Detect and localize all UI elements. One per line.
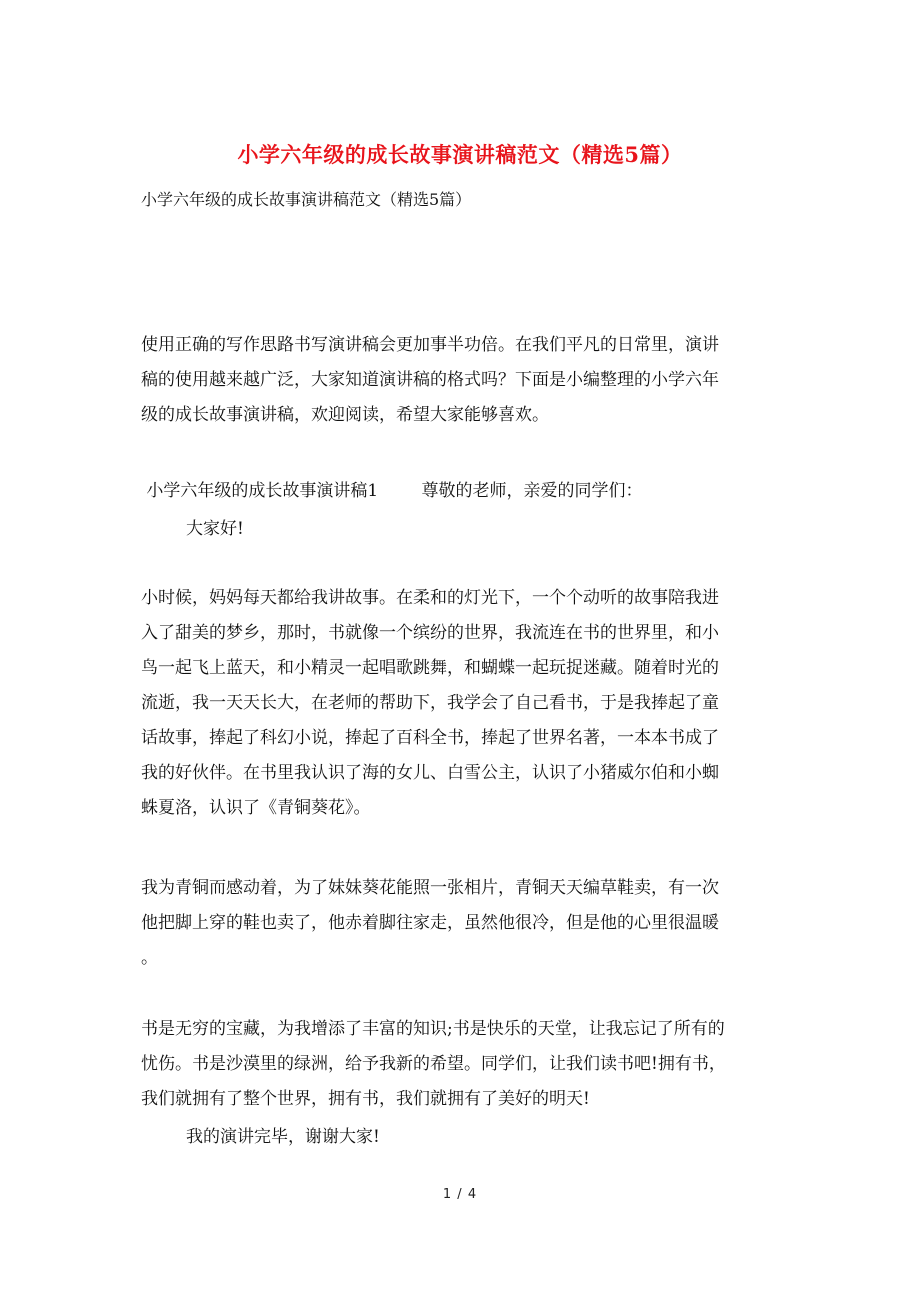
document-title: 小学六年级的成长故事演讲稿范文（精选5篇） <box>237 142 683 167</box>
closing-line: 我的演讲完毕，谢谢大家! <box>186 1127 380 1147</box>
story-line: 。 <box>141 948 158 968</box>
story-line: 鸟一起飞上蓝天，和小精灵一起唱歌跳舞，和蝴蝶一起玩捉迷藏。随着时光的 <box>141 658 719 678</box>
speech-heading-line: 小学六年级的成长故事演讲稿1 尊敬的老师，亲爱的同学们： <box>141 481 643 501</box>
greeting-line: 大家好! <box>186 519 244 539</box>
page-number: 1 / 4 <box>442 1187 478 1202</box>
intro-line: 级的成长故事演讲稿，欢迎阅读，希望大家能够喜欢。 <box>141 405 549 425</box>
story-line: 蛛夏洛，认识了《青铜葵花》。 <box>141 798 371 818</box>
story-line: 我的好伙伴。在书里我认识了海的女儿、白雪公主，认识了小猪威尔伯和小蜘 <box>141 763 719 783</box>
document-subtitle: 小学六年级的成长故事演讲稿范文（精选5篇） <box>141 190 472 209</box>
story-line: 流逝，我一天天长大，在老师的帮助下，我学会了自己看书，于是我捧起了童 <box>141 693 719 713</box>
story-line: 忧伤。书是沙漠里的绿洲，给予我新的希望。同学们，让我们读书吧!拥有书， <box>141 1054 726 1074</box>
story-line: 我为青铜而感动着，为了妹妹葵花能照一张相片，青铜天天编草鞋卖，有一次 <box>141 878 719 898</box>
story-line: 书是无穷的宝藏，为我增添了丰富的知识;书是快乐的天堂，让我忘记了所有的 <box>141 1019 725 1039</box>
story-paragraph-3 <box>141 1012 791 1117</box>
story-paragraph-1 <box>141 581 791 826</box>
greeting <box>186 512 836 547</box>
intro-line: 稿的使用越来越广泛，大家知道演讲稿的格式吗？下面是小编整理的小学六年 <box>141 370 719 390</box>
intro-line: 使用正确的写作思路书写演讲稿会更加事半功倍。在我们平凡的日常里，演讲 <box>141 335 719 355</box>
story-line: 话故事，捧起了科幻小说，捧起了百科全书，捧起了世界名著，一本本书成了 <box>141 728 719 748</box>
story-line: 入了甜美的梦乡，那时，书就像一个缤纷的世界，我流连在书的世界里，和小 <box>141 623 719 643</box>
story-paragraph-2 <box>141 871 791 976</box>
story-line: 他把脚上穿的鞋也卖了，他赤着脚往家走，虽然他很冷，但是他的心里很温暖 <box>141 913 719 933</box>
intro-paragraph <box>141 328 791 433</box>
story-line: 我们就拥有了整个世界，拥有书，我们就拥有了美好的明天! <box>141 1089 590 1109</box>
speech-heading <box>141 474 791 509</box>
story-line: 小时候，妈妈每天都给我讲故事。在柔和的灯光下，一个个动听的故事陪我进 <box>141 588 719 608</box>
closing-remark <box>186 1120 836 1155</box>
